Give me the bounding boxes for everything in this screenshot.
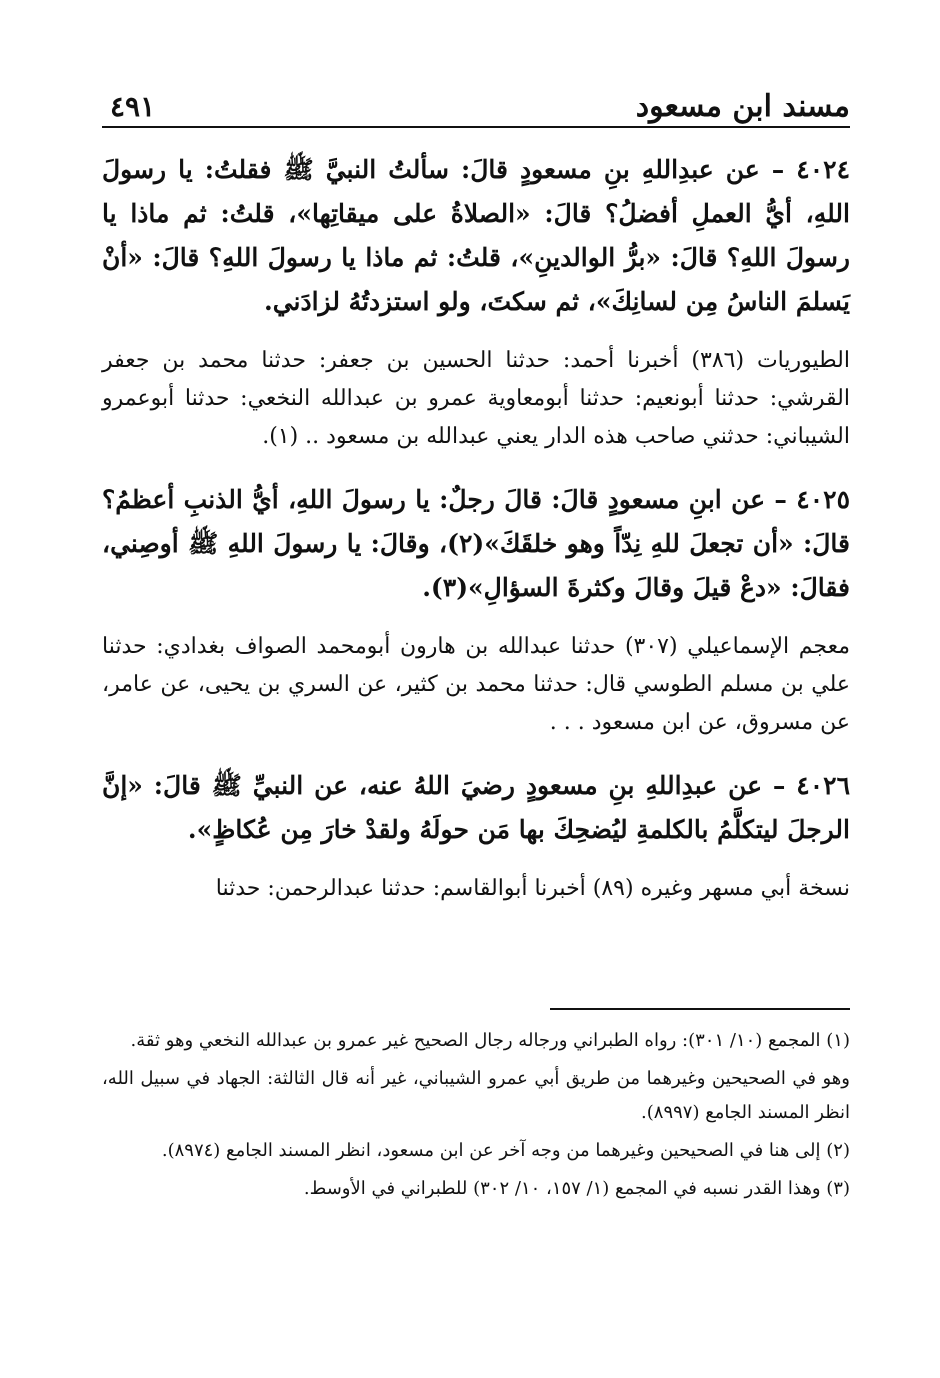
footnotes	[102, 1008, 850, 1210]
footnote-3: (٣) وهذا القدر نسبه في المجمع (١/ ١٥٧، ١٠/ ٣٠٢) للطبراني في الأوسط.	[303, 1178, 850, 1199]
source-4026: نسخة أبي مسهر وغيره (٨٩) أخبرنا أبوالقاسم: حدثنا عبدالرحمن: حدثنا	[215, 876, 850, 901]
page-header	[102, 78, 850, 128]
main-text	[102, 148, 850, 930]
hadith-4026: ٤٠٢٦ – عن عبدِاللهِ بنِ مسعودٍ رضيَ اللهُ عنه، عن النبيِّ ﷺ قالَ: «إنَّ الرجلَ ليتكلَّمُ بالكلمةِ ليُضحِكَ بها مَن حولَهُ ولقدْ خارَ مِن عُكاظٍ».	[102, 771, 850, 844]
footnote-1: (١) المجمع (١٠/ ٣٠١): رواه الطبراني ورجاله رجال الصحيح غير عمرو بن عبدالله النخعي وهو ثقة.	[130, 1030, 850, 1051]
footnote-1-continued: وهو في الصحيحين وغيرهما من طريق أبي عمرو الشيباني، غير أنه قال الثالثة: الجهاد في سبيل الله، انظر المسند الجامع (٨٩٩٧).	[102, 1068, 850, 1123]
page-number: ٤٩١	[110, 90, 156, 123]
footnote-separator	[550, 1008, 850, 1010]
hadith-4025: ٤٠٢٥ – عن ابنِ مسعودٍ قالَ: قالَ رجلٌ: يا رسولَ اللهِ، أيُّ الذنبِ أعظمُ؟ قالَ: «أن تجعلَ للهِ نِدّاً وهو خلقَكَ»(٢)، وقالَ: يا رسولَ اللهِ ﷺ أوصِني، فقالَ: «دعْ قيلَ وقالَ وكثرةَ السؤالِ»(٣).	[102, 485, 850, 602]
source-4024: الطيوريات (٣٨٦) أخبرنا أحمد: حدثنا الحسين بن جعفر: حدثنا محمد بن جعفر القرشي: حدثنا أبونعيم: حدثنا أبومعاوية عمرو بن عبدالله النخعي: حدثنا أبوعمرو الشيباني: حدثني صاحب هذه الدار يعني عبدالله بن مسعود .. (١).	[102, 348, 850, 449]
running-title: مسند ابن مسعود	[635, 89, 850, 124]
book-page	[102, 78, 850, 1318]
footnote-2: (٢) إلى هنا في الصحيحين وغيرهما من وجه آخر عن ابن مسعود، انظر المسند الجامع (٨٩٧٤).	[161, 1140, 850, 1161]
source-4025: معجم الإسماعيلي (٣٠٧) حدثنا عبدالله بن هارون أبومحمد الصواف بغدادي: حدثنا علي بن مسلم الطوسي قال: حدثنا محمد بن كثير، عن السري بن يحيى، عن عامر، عن مسروق، عن ابن مسعود . . .	[102, 634, 850, 735]
hadith-4024: ٤٠٢٤ – عن عبدِاللهِ بنِ مسعودٍ قالَ: سألتُ النبيَّ ﷺ فقلتُ: يا رسولَ اللهِ، أيُّ العملِ أفضلُ؟ قالَ: «الصلاةُ على ميقاتِها»، قلتُ: ثم ماذا يا رسولَ اللهِ؟ قالَ: «برُّ الوالدينِ»، قلتُ: ثم ماذا يا رسولَ اللهِ؟ قالَ: «أنْ يَسلمَ الناسُ مِن لسانِكَ»، ثم سكتَ، ولو استزدتُهُ لزادَني.	[102, 155, 850, 316]
